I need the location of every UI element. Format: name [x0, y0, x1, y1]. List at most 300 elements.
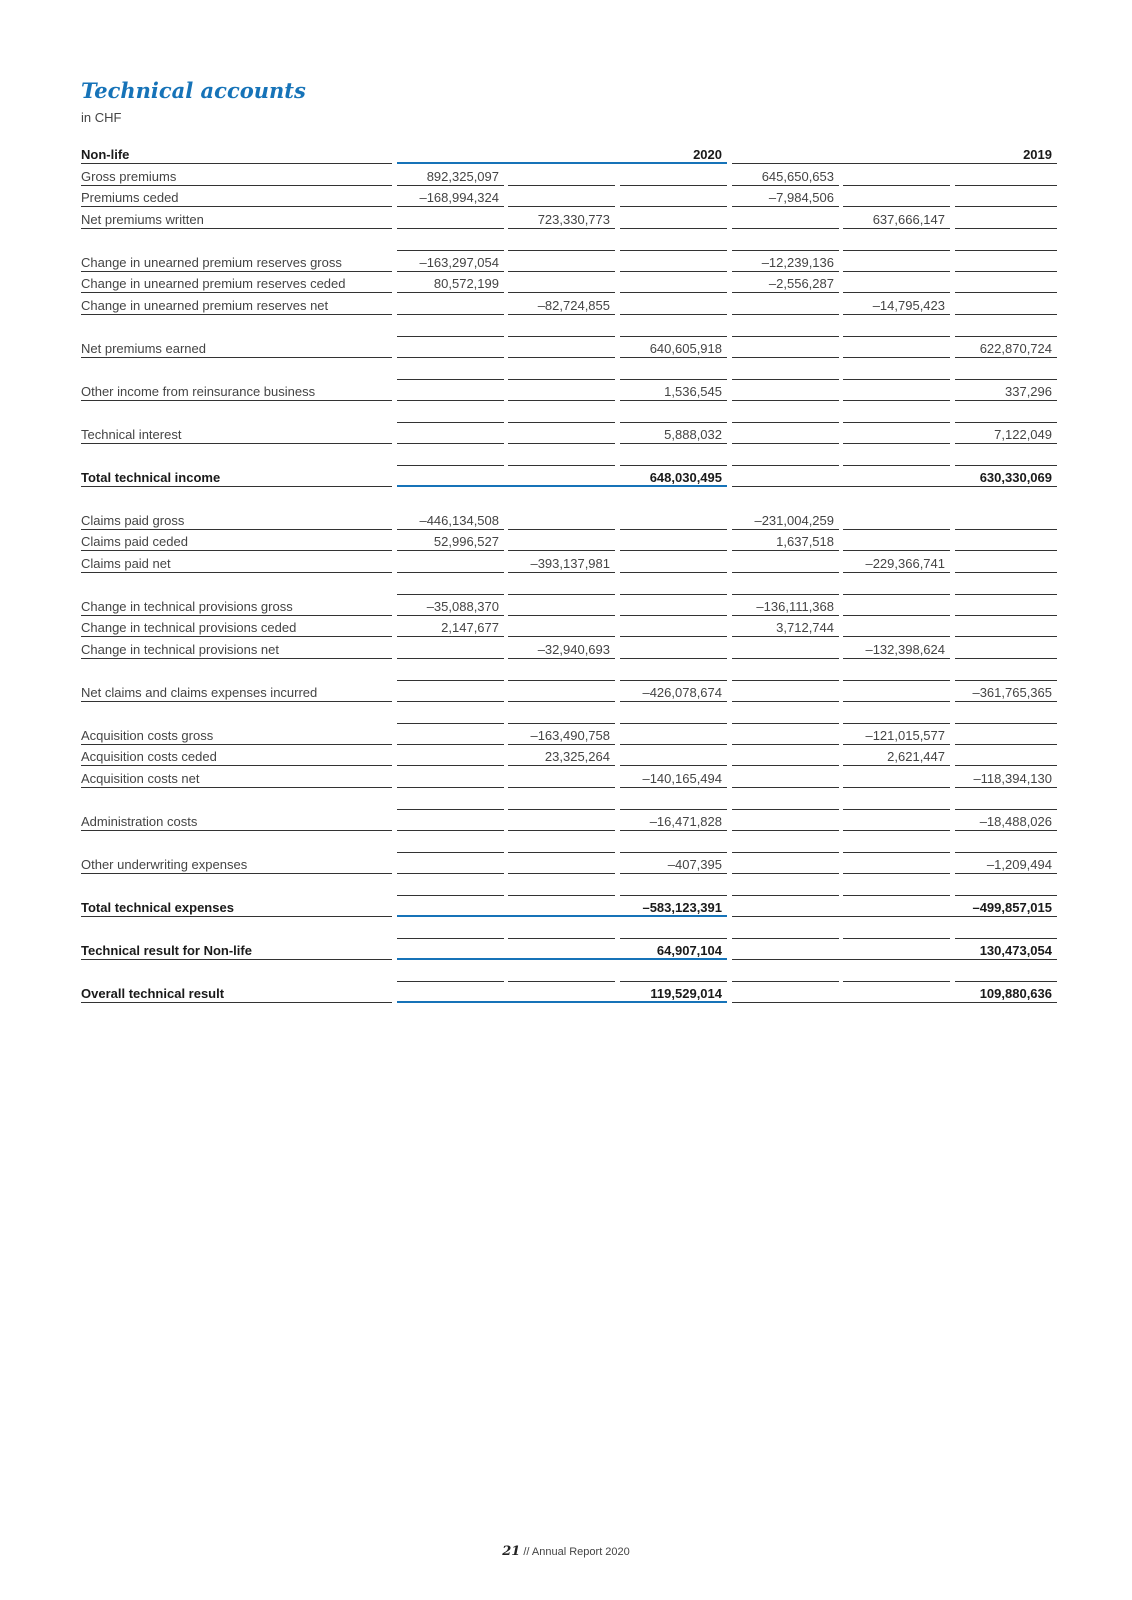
spacer-cell [508, 918, 615, 939]
table-row [81, 983, 1057, 1005]
value-cell-c5 [955, 617, 1057, 637]
spacer-row [81, 488, 1057, 510]
value-cell-c1 [508, 897, 620, 917]
spacer-cell [732, 574, 839, 595]
row-label: Change in technical provisions gross [81, 596, 392, 616]
value-cell-c4: 637,666,147 [843, 209, 950, 229]
spacer-cell [397, 574, 504, 595]
value-cell-c1 [508, 531, 615, 551]
spacer-cell [397, 918, 504, 939]
spacer-cell [397, 703, 504, 724]
spacer-cell [843, 574, 950, 595]
spacer-row [81, 703, 1057, 725]
value-cell-c3 [732, 811, 839, 831]
row-label: Claims paid ceded [81, 531, 392, 551]
spacer-cell [843, 359, 950, 380]
value-cell-c1 [508, 768, 615, 788]
spacer-cell [508, 961, 615, 982]
spacer-cell [397, 961, 504, 982]
value-cell-c0 [397, 811, 504, 831]
spacer-cell [843, 316, 950, 337]
value-cell-c2 [620, 209, 727, 229]
spacer-row [81, 660, 1057, 682]
value-cell-c1 [508, 682, 615, 702]
value-cell-c3 [732, 338, 839, 358]
spacer-cell [732, 359, 839, 380]
value-cell-c2: –140,165,494 [620, 768, 727, 788]
value-cell-c5 [955, 209, 1057, 229]
table-row [81, 295, 1057, 317]
spacer-cell [955, 574, 1057, 595]
row-label: Technical interest [81, 424, 392, 444]
spacer-cell [732, 703, 839, 724]
footer-text: // Annual Report 2020 [523, 1546, 630, 1558]
value-cell-c5 [955, 273, 1057, 293]
value-cell-c4: –14,795,423 [843, 295, 950, 315]
value-cell-c5: 7,122,049 [955, 424, 1057, 444]
value-cell-c0 [397, 746, 504, 766]
value-cell-c1 [508, 811, 615, 831]
spacer-cell [732, 832, 839, 853]
value-cell-c1 [508, 940, 620, 960]
value-cell-c4 [843, 467, 955, 487]
value-cell-c5: –499,857,015 [955, 897, 1057, 917]
spacer-row [81, 445, 1057, 467]
spacer-cell [955, 875, 1057, 896]
year-2019-header: 2019 [732, 144, 1057, 164]
spacer-cell [955, 402, 1057, 423]
spacer-cell [843, 918, 950, 939]
table-row [81, 209, 1057, 231]
value-cell-c1: –393,137,981 [508, 553, 615, 573]
spacer-cell [732, 918, 839, 939]
value-cell-c1 [508, 338, 615, 358]
value-cell-c2: 640,605,918 [620, 338, 727, 358]
row-label: Total technical income [81, 467, 392, 487]
spacer-cell [955, 445, 1057, 466]
value-cell-c1 [508, 424, 615, 444]
value-cell-c0 [397, 295, 504, 315]
value-cell-c0 [397, 209, 504, 229]
value-cell-c2 [620, 166, 727, 186]
value-cell-c5: 109,880,636 [955, 983, 1057, 1003]
spacer-cell [508, 230, 615, 251]
value-cell-c4 [843, 854, 950, 874]
table-row [81, 424, 1057, 446]
table-row [81, 940, 1057, 962]
value-cell-c5 [955, 187, 1057, 207]
value-cell-c2 [620, 639, 727, 659]
value-cell-c0 [397, 424, 504, 444]
spacer-cell [955, 359, 1057, 380]
value-cell-c2: 64,907,104 [620, 940, 727, 960]
spacer-cell [732, 230, 839, 251]
value-cell-c5 [955, 166, 1057, 186]
spacer-cell [955, 660, 1057, 681]
value-cell-c4 [843, 166, 950, 186]
spacer-cell [620, 660, 727, 681]
spacer-cell [843, 875, 950, 896]
spacer-row [81, 918, 1057, 940]
spacer-cell [508, 789, 615, 810]
value-cell-c3 [732, 424, 839, 444]
spacer-cell [620, 789, 727, 810]
value-cell-c2 [620, 187, 727, 207]
spacer-cell [397, 875, 504, 896]
page-number: 21 [502, 1544, 521, 1559]
value-cell-c1 [508, 467, 620, 487]
row-label: Acquisition costs net [81, 768, 392, 788]
value-cell-c2 [620, 531, 727, 551]
value-cell-c2: 1,536,545 [620, 381, 727, 401]
value-cell-c0: 52,996,527 [397, 531, 504, 551]
value-cell-c0 [397, 467, 508, 487]
value-cell-c4: 2,621,447 [843, 746, 950, 766]
spacer-cell [508, 832, 615, 853]
value-cell-c3 [732, 295, 839, 315]
value-cell-c2 [620, 273, 727, 293]
value-cell-c2 [620, 746, 727, 766]
spacer-row [81, 316, 1057, 338]
row-label: Other income from reinsurance business [81, 381, 392, 401]
table-row [81, 682, 1057, 704]
value-cell-c3 [732, 553, 839, 573]
row-label: Net premiums earned [81, 338, 392, 358]
table-row [81, 746, 1057, 768]
spacer-row [81, 230, 1057, 252]
section-label: Non-life [81, 144, 392, 164]
value-cell-c3 [732, 746, 839, 766]
spacer-cell [843, 660, 950, 681]
spacer-cell [397, 230, 504, 251]
value-cell-c3 [732, 381, 839, 401]
value-cell-c4 [843, 768, 950, 788]
value-cell-c4: –132,398,624 [843, 639, 950, 659]
spacer-cell [843, 961, 950, 982]
value-cell-c4 [843, 596, 950, 616]
table-row [81, 381, 1057, 403]
spacer-cell [620, 703, 727, 724]
spacer-cell [620, 918, 727, 939]
spacer-cell [508, 445, 615, 466]
value-cell-c2: –407,395 [620, 854, 727, 874]
table-header-row [81, 144, 1057, 166]
value-cell-c2 [620, 553, 727, 573]
value-cell-c0 [397, 854, 504, 874]
spacer-cell [397, 445, 504, 466]
spacer-row [81, 359, 1057, 381]
spacer-cell [843, 445, 950, 466]
value-cell-c5 [955, 510, 1057, 530]
value-cell-c5 [955, 596, 1057, 616]
value-cell-c4 [843, 940, 955, 960]
table-row [81, 897, 1057, 919]
value-cell-c3 [732, 940, 843, 960]
value-cell-c0 [397, 983, 508, 1003]
table-body [81, 166, 1057, 1005]
value-cell-c4 [843, 424, 950, 444]
value-cell-c5 [955, 553, 1057, 573]
spacer-cell [508, 574, 615, 595]
value-cell-c1 [508, 617, 615, 637]
value-cell-c5 [955, 725, 1057, 745]
value-cell-c3 [732, 467, 843, 487]
spacer-cell [397, 660, 504, 681]
value-cell-c3: –231,004,259 [732, 510, 839, 530]
value-cell-c0 [397, 897, 508, 917]
table-row [81, 617, 1057, 639]
spacer-row [81, 574, 1057, 596]
value-cell-c1 [508, 510, 615, 530]
value-cell-c0 [397, 381, 504, 401]
value-cell-c1: 723,330,773 [508, 209, 615, 229]
value-cell-c0: –35,088,370 [397, 596, 504, 616]
value-cell-c1 [508, 166, 615, 186]
spacer-cell [620, 230, 727, 251]
value-cell-c3: 1,637,518 [732, 531, 839, 551]
table-row [81, 338, 1057, 360]
value-cell-c5 [955, 746, 1057, 766]
page-title: Technical accounts [81, 78, 306, 103]
spacer-cell [620, 445, 727, 466]
value-cell-c1 [508, 854, 615, 874]
value-cell-c4 [843, 682, 950, 702]
value-cell-c4 [843, 617, 950, 637]
value-cell-c4 [843, 187, 950, 207]
value-cell-c3 [732, 854, 839, 874]
value-cell-c5: 130,473,054 [955, 940, 1057, 960]
row-label: Change in unearned premium reserves gross [81, 252, 392, 272]
spacer-cell [955, 703, 1057, 724]
value-cell-c3 [732, 897, 843, 917]
table-row [81, 553, 1057, 575]
row-label: Change in unearned premium reserves ceded [81, 273, 392, 293]
table-row [81, 166, 1057, 188]
table-row [81, 854, 1057, 876]
value-cell-c2 [620, 617, 727, 637]
value-cell-c4: –229,366,741 [843, 553, 950, 573]
spacer-cell [620, 875, 727, 896]
spacer-cell [508, 359, 615, 380]
row-label: Administration costs [81, 811, 392, 831]
technical-accounts-table [81, 144, 1057, 1004]
spacer-cell [397, 359, 504, 380]
value-cell-c3: 3,712,744 [732, 617, 839, 637]
spacer-cell [843, 230, 950, 251]
value-cell-c4 [843, 338, 950, 358]
row-label: Claims paid net [81, 553, 392, 573]
value-cell-c5: –18,488,026 [955, 811, 1057, 831]
row-label: Premiums ceded [81, 187, 392, 207]
spacer-row [81, 402, 1057, 424]
spacer-row [81, 789, 1057, 811]
table-row [81, 811, 1057, 833]
row-label: Change in technical provisions ceded [81, 617, 392, 637]
value-cell-c3 [732, 682, 839, 702]
value-cell-c2: –426,078,674 [620, 682, 727, 702]
spacer-cell [843, 402, 950, 423]
value-cell-c4 [843, 811, 950, 831]
value-cell-c5: 630,330,069 [955, 467, 1057, 487]
spacer-cell [620, 402, 727, 423]
spacer-cell [732, 402, 839, 423]
value-cell-c3 [732, 639, 839, 659]
spacer-cell [508, 875, 615, 896]
value-cell-c5: 337,296 [955, 381, 1057, 401]
value-cell-c1: –163,490,758 [508, 725, 615, 745]
spacer-cell [955, 918, 1057, 939]
value-cell-c3: –136,111,368 [732, 596, 839, 616]
table-row [81, 639, 1057, 661]
value-cell-c0 [397, 725, 504, 745]
spacer-cell [508, 402, 615, 423]
table-row [81, 596, 1057, 618]
value-cell-c1 [508, 381, 615, 401]
year-2020-header: 2020 [397, 144, 727, 164]
value-cell-c3: 645,650,653 [732, 166, 839, 186]
value-cell-c2: 119,529,014 [620, 983, 727, 1003]
row-label: Net premiums written [81, 209, 392, 229]
row-label: Net claims and claims expenses incurred [81, 682, 392, 702]
value-cell-c4 [843, 510, 950, 530]
spacer-row [81, 832, 1057, 854]
value-cell-c2 [620, 252, 727, 272]
table-row [81, 273, 1057, 295]
table-row [81, 510, 1057, 532]
value-cell-c2: –16,471,828 [620, 811, 727, 831]
value-cell-c4 [843, 273, 950, 293]
value-cell-c1: –32,940,693 [508, 639, 615, 659]
value-cell-c4 [843, 531, 950, 551]
table-row [81, 725, 1057, 747]
spacer-cell [620, 316, 727, 337]
value-cell-c4 [843, 983, 955, 1003]
value-cell-c4 [843, 252, 950, 272]
value-cell-c4: –121,015,577 [843, 725, 950, 745]
spacer-cell [508, 703, 615, 724]
spacer-cell [397, 789, 504, 810]
value-cell-c3 [732, 209, 839, 229]
value-cell-c0 [397, 338, 504, 358]
value-cell-c2 [620, 596, 727, 616]
row-label: Total technical expenses [81, 897, 392, 917]
spacer-cell [732, 875, 839, 896]
spacer-cell [732, 660, 839, 681]
value-cell-c0: –446,134,508 [397, 510, 504, 530]
value-cell-c2: 5,888,032 [620, 424, 727, 444]
spacer-cell [843, 789, 950, 810]
spacer-cell [620, 359, 727, 380]
row-label: Acquisition costs ceded [81, 746, 392, 766]
spacer-cell [955, 961, 1057, 982]
value-cell-c1 [508, 983, 620, 1003]
value-cell-c0 [397, 940, 508, 960]
spacer-cell [508, 316, 615, 337]
value-cell-c0 [397, 768, 504, 788]
spacer-cell [732, 961, 839, 982]
value-cell-c3: –2,556,287 [732, 273, 839, 293]
row-label: Overall technical result [81, 983, 392, 1003]
value-cell-c0 [397, 553, 504, 573]
value-cell-c0: –168,994,324 [397, 187, 504, 207]
value-cell-c1 [508, 252, 615, 272]
value-cell-c2 [620, 725, 727, 745]
table-row [81, 768, 1057, 790]
spacer-row [81, 961, 1057, 983]
spacer-cell [955, 316, 1057, 337]
value-cell-c3: –7,984,506 [732, 187, 839, 207]
row-label: Technical result for Non-life [81, 940, 392, 960]
unit-note: in CHF [81, 110, 122, 125]
spacer-cell [620, 832, 727, 853]
value-cell-c5 [955, 531, 1057, 551]
spacer-cell [508, 660, 615, 681]
value-cell-c0: –163,297,054 [397, 252, 504, 272]
value-cell-c5: –1,209,494 [955, 854, 1057, 874]
spacer-cell [732, 789, 839, 810]
value-cell-c3: –12,239,136 [732, 252, 839, 272]
spacer-cell [955, 832, 1057, 853]
row-label: Acquisition costs gross [81, 725, 392, 745]
spacer-cell [955, 789, 1057, 810]
value-cell-c1 [508, 596, 615, 616]
spacer-cell [397, 402, 504, 423]
table-row [81, 187, 1057, 209]
value-cell-c3 [732, 983, 843, 1003]
value-cell-c5 [955, 639, 1057, 659]
value-cell-c0: 80,572,199 [397, 273, 504, 293]
value-cell-c0 [397, 639, 504, 659]
row-label: Change in unearned premium reserves net [81, 295, 392, 315]
row-label: Change in technical provisions net [81, 639, 392, 659]
value-cell-c5 [955, 252, 1057, 272]
value-cell-c0 [397, 682, 504, 702]
spacer-cell [397, 316, 504, 337]
value-cell-c4 [843, 897, 955, 917]
value-cell-c2: –583,123,391 [620, 897, 727, 917]
value-cell-c0: 892,325,097 [397, 166, 504, 186]
value-cell-c3 [732, 725, 839, 745]
spacer-cell [620, 961, 727, 982]
value-cell-c5: –118,394,130 [955, 768, 1057, 788]
page-footer [0, 1544, 1132, 1559]
spacer-cell [397, 832, 504, 853]
table-row [81, 252, 1057, 274]
value-cell-c1: –82,724,855 [508, 295, 615, 315]
spacer-cell [620, 574, 727, 595]
value-cell-c5: 622,870,724 [955, 338, 1057, 358]
value-cell-c4 [843, 381, 950, 401]
value-cell-c5 [955, 295, 1057, 315]
value-cell-c0: 2,147,677 [397, 617, 504, 637]
row-label: Claims paid gross [81, 510, 392, 530]
spacer-row [81, 875, 1057, 897]
table-row [81, 531, 1057, 553]
row-label: Gross premiums [81, 166, 392, 186]
spacer-cell [843, 832, 950, 853]
spacer-cell [732, 445, 839, 466]
value-cell-c2: 648,030,495 [620, 467, 727, 487]
spacer-cell [843, 703, 950, 724]
value-cell-c3 [732, 768, 839, 788]
value-cell-c2 [620, 510, 727, 530]
value-cell-c2 [620, 295, 727, 315]
value-cell-c1 [508, 273, 615, 293]
value-cell-c1: 23,325,264 [508, 746, 615, 766]
spacer-cell [732, 316, 839, 337]
value-cell-c5: –361,765,365 [955, 682, 1057, 702]
table-row [81, 467, 1057, 489]
